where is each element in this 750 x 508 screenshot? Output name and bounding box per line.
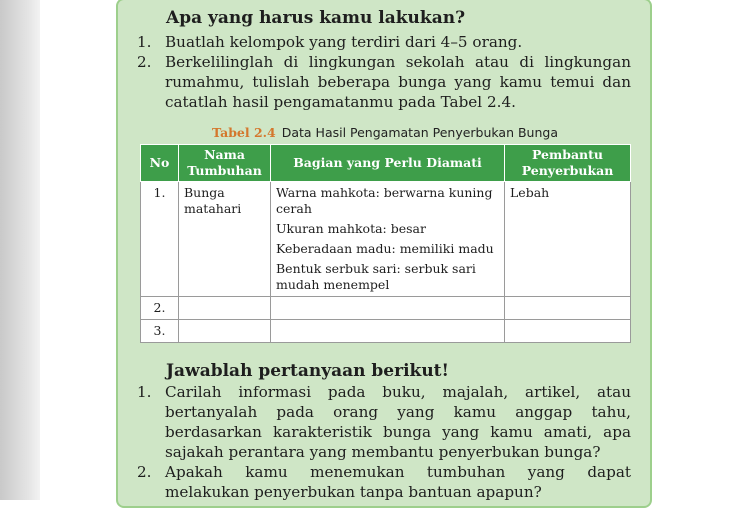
section-heading-questions: Jawablah pertanyaan berikut!: [166, 361, 449, 381]
cell-no: 3.: [141, 320, 179, 343]
cell-observations: [271, 182, 505, 297]
cell-plant-name: Bunga matahari: [179, 182, 271, 297]
table-caption: [140, 125, 630, 140]
table-caption-title: Data Hasil Pengamatan Penyerbukan Bunga: [281, 125, 559, 140]
observation-line: Ukuran mahkota: besar: [276, 221, 426, 236]
list-item-text: Apakah kamu menemukan tumbuhan yang dapat melakukan penyerbukan tanpa bantuan apapun?: [165, 463, 631, 501]
table-row: [141, 182, 631, 297]
table-row: [141, 320, 631, 343]
cell-no: 2.: [141, 297, 179, 320]
column-header-plant-name: Nama Tumbuhan: [179, 145, 271, 182]
table-header-row: [141, 145, 631, 182]
observation-line: Bentuk serbuk sari: serbuk sari mudah menempel: [276, 261, 476, 292]
list-item-number: 2.: [137, 463, 152, 481]
list-item-number: 1.: [137, 33, 152, 51]
observation-table: [140, 144, 631, 343]
table-row: [141, 297, 631, 320]
list-item: [137, 32, 631, 52]
column-header-observed-parts: Bagian yang Perlu Diamati: [271, 145, 505, 182]
column-header-pollinator: Pembantu Penyerbukan: [505, 145, 631, 182]
cell-no: 1.: [141, 182, 179, 297]
section-heading-activity: Apa yang harus kamu lakukan?: [166, 8, 466, 28]
observation-line: Keberadaan madu: memiliki madu: [276, 241, 494, 256]
page-gutter-shadow: [0, 0, 40, 500]
cell-pollinator: [505, 297, 631, 320]
list-item: [137, 462, 631, 502]
cell-observations: [271, 297, 505, 320]
list-item-number: 1.: [137, 383, 152, 401]
list-item: [137, 52, 631, 112]
cell-pollinator: [505, 320, 631, 343]
list-item-number: 2.: [137, 53, 152, 71]
list-item-text: Berkelilinglah di lingkungan sekolah atau di lingkungan rumahmu, tulislah beberapa bunga yang kamu temui dan catatlah hasil pengamatanmu pada Tabel 2.4.: [165, 53, 631, 111]
list-item: [137, 382, 631, 462]
cell-plant-name: [179, 320, 271, 343]
observation-line: Warna mahkota: berwarna kuning cerah: [276, 185, 493, 216]
activity-steps-list: [137, 32, 631, 112]
list-item-text: Buatlah kelompok yang terdiri dari 4–5 orang.: [165, 33, 523, 51]
list-item-text: Carilah informasi pada buku, majalah, artikel, atau bertanyalah pada orang yang kamu anggap tahu, berdasarkan karakteristik bunga yang kamu amati, apa sajakah perantara yang membantu penyerbukan bunga?: [165, 383, 631, 461]
column-header-no: No: [141, 145, 179, 182]
cell-pollinator: Lebah: [505, 182, 631, 297]
cell-observations: [271, 320, 505, 343]
table-caption-label: Tabel 2.4: [211, 125, 276, 140]
cell-plant-name: [179, 297, 271, 320]
questions-list: [137, 382, 631, 502]
